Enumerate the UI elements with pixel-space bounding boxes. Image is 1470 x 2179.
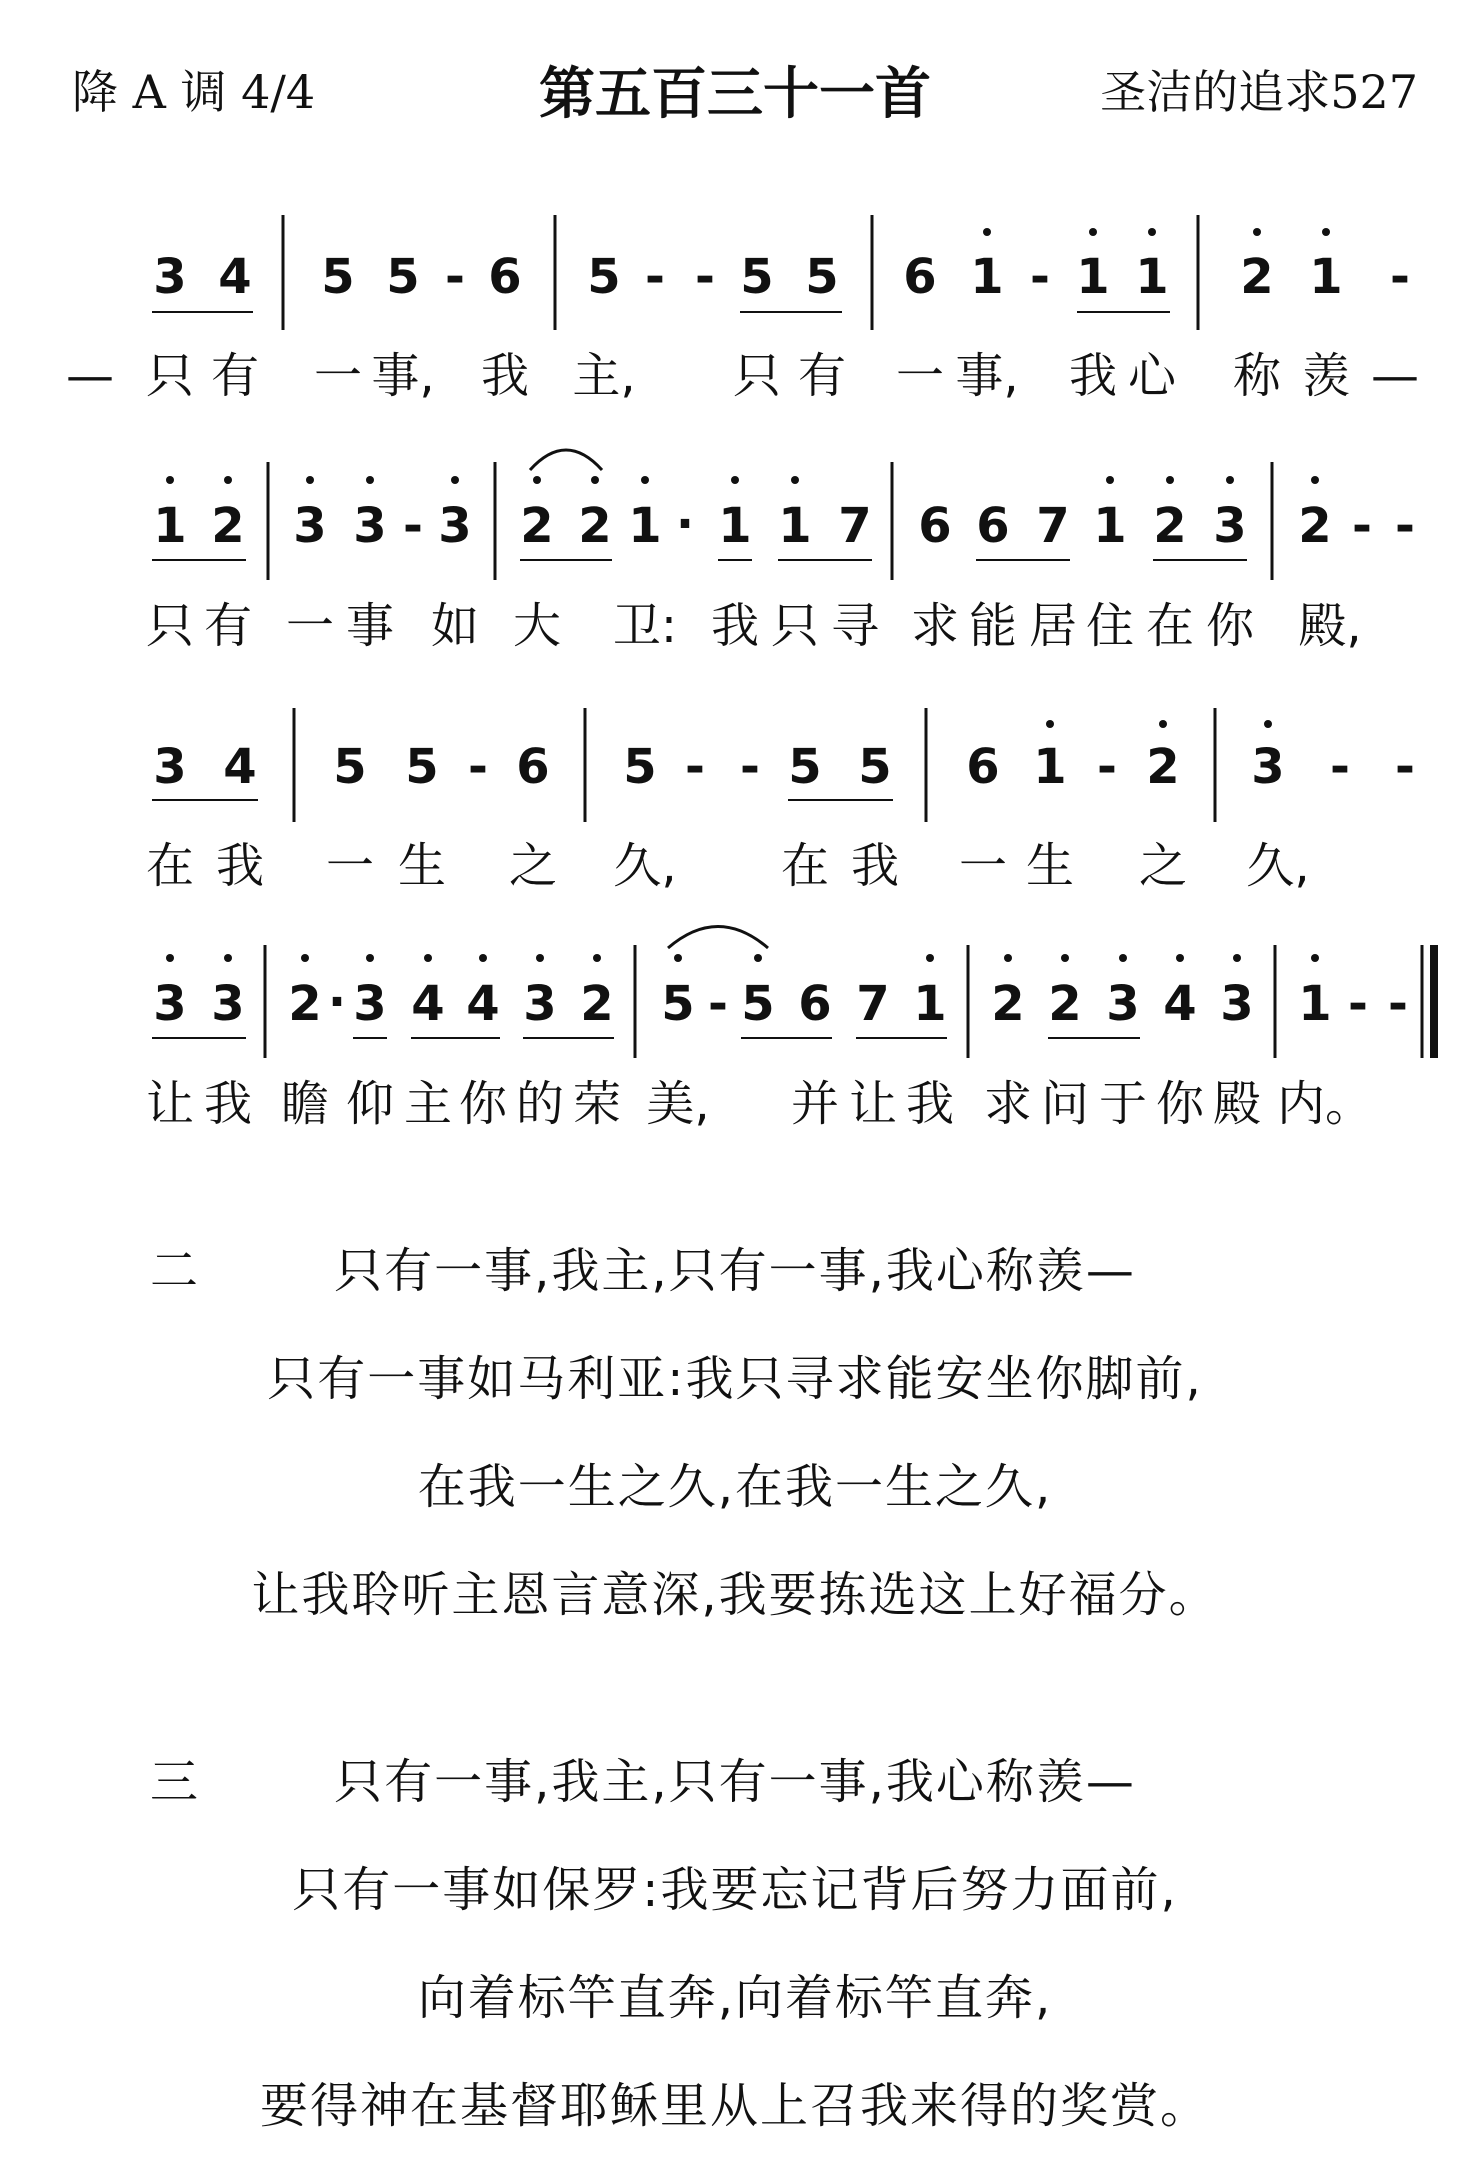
lyric: 瞻	[280, 1076, 330, 1132]
note: 2	[1298, 498, 1332, 554]
octave-dot	[424, 954, 432, 962]
note: 1	[1076, 249, 1110, 305]
hymn-title: 第五百三十一首	[539, 61, 931, 127]
lyric: 问	[1040, 1076, 1090, 1132]
lyric: 事	[345, 598, 395, 654]
lyric: 一	[958, 838, 1008, 894]
lyric: 让	[145, 1076, 195, 1132]
lyric-row	[66, 348, 1419, 404]
lyric: 有	[797, 348, 847, 404]
lyric-row	[146, 1076, 1373, 1132]
note: 3	[1213, 498, 1247, 554]
lyric: —	[66, 348, 114, 404]
note: 2	[578, 498, 612, 554]
note: 4	[223, 739, 257, 795]
dash: -	[1030, 249, 1050, 305]
note: 5	[386, 249, 420, 305]
octave-dot	[754, 954, 762, 962]
note-row	[152, 215, 1410, 330]
lyric: 有	[203, 598, 253, 654]
note: 3	[1106, 976, 1140, 1032]
note: 5	[741, 976, 775, 1032]
octave-dot	[366, 476, 374, 484]
lyric: 仰	[345, 1076, 395, 1132]
lyric: 只	[145, 598, 195, 654]
lyric: 之	[1138, 838, 1188, 894]
note: 7	[838, 498, 872, 554]
note: 3	[353, 976, 387, 1032]
key-signature: 降 A 调 4/4	[72, 65, 316, 119]
dash: -	[708, 976, 728, 1032]
octave-dot	[533, 476, 541, 484]
lyric: 在	[780, 838, 830, 894]
lyric: 生	[397, 838, 447, 894]
lyric: 荣	[572, 1076, 622, 1132]
lyric: 内。	[1276, 1076, 1374, 1132]
lyric: 我	[215, 838, 265, 894]
note: 5	[587, 249, 621, 305]
note: 3	[523, 976, 557, 1032]
octave-dot	[1226, 476, 1234, 484]
note: 6	[966, 739, 1000, 795]
lyric: 事,	[371, 348, 435, 404]
augmentation-dot: ·	[675, 496, 695, 552]
verse-number: 二	[150, 1243, 201, 1299]
note: 2	[1153, 498, 1187, 554]
note: 1	[1033, 739, 1067, 795]
lyric: 如	[430, 598, 480, 654]
note: 1	[913, 976, 947, 1032]
hymn-reference: 圣洁的追求527	[1100, 65, 1418, 119]
dash: -	[1395, 739, 1415, 795]
lyric: 只	[732, 348, 782, 404]
verse-line: 只有一事如保罗:我要忘记背后努力面前,	[292, 1862, 1178, 1918]
lyric: 寻	[830, 598, 880, 654]
octave-dot	[224, 476, 232, 484]
note: 5	[858, 739, 892, 795]
note: 1	[1298, 976, 1332, 1032]
lyric: 让	[848, 1076, 898, 1132]
lyric-row	[146, 598, 1362, 654]
octave-dot	[731, 476, 739, 484]
lyric: 生	[1025, 838, 1075, 894]
octave-dot	[366, 954, 374, 962]
note: 6	[903, 249, 937, 305]
octave-dot	[591, 476, 599, 484]
octave-dot	[926, 954, 934, 962]
score-system-1	[66, 215, 1419, 404]
verse-line: 只有一事如马利亚:我只寻求能安坐你脚前,	[267, 1351, 1203, 1407]
score-system-2	[146, 450, 1415, 654]
lyric: 求	[983, 1076, 1033, 1132]
lyric: 在	[145, 838, 195, 894]
note: 2	[1048, 976, 1082, 1032]
octave-dot	[1119, 954, 1127, 962]
note: 4	[1163, 976, 1197, 1032]
dash: -	[403, 498, 423, 554]
note-row	[152, 708, 1415, 822]
dash: -	[1390, 249, 1410, 305]
lyric: 心	[1127, 348, 1177, 404]
dash: -	[685, 739, 705, 795]
lyric: 久,	[613, 838, 677, 894]
lyric: 我	[905, 1076, 955, 1132]
lyric: 羡	[1301, 348, 1351, 404]
verse-line: 只有一事,我主,只有一事,我心称羡—	[334, 1243, 1136, 1299]
octave-dot	[593, 954, 601, 962]
note-row	[152, 450, 1415, 580]
note: 3	[153, 249, 187, 305]
note: 6	[798, 976, 832, 1032]
dash: -	[1348, 976, 1368, 1032]
note: 2	[580, 976, 614, 1032]
lyric: 有	[210, 348, 260, 404]
octave-dot	[1046, 720, 1054, 728]
lyric: 卫:	[612, 598, 678, 654]
lyric: 我	[850, 838, 900, 894]
octave-dot	[1264, 720, 1272, 728]
note: 7	[856, 976, 890, 1032]
tie	[530, 450, 602, 470]
augmentation-dot: ·	[327, 974, 347, 1030]
octave-dot	[1311, 954, 1319, 962]
octave-dot	[479, 954, 487, 962]
note: 7	[1036, 498, 1070, 554]
note: 2	[520, 498, 554, 554]
note: 5	[623, 739, 657, 795]
lyric: 之	[508, 838, 558, 894]
lyric: 能	[968, 598, 1018, 654]
lyric: 我	[710, 598, 760, 654]
lyric: 美,	[646, 1076, 710, 1132]
octave-dot	[536, 954, 544, 962]
note: 1	[1309, 249, 1343, 305]
note-row	[152, 927, 1434, 1059]
note: 3	[293, 498, 327, 554]
dash: -	[1388, 976, 1408, 1032]
octave-dot	[306, 476, 314, 484]
lyric: 殿	[1212, 1076, 1262, 1132]
note: 6	[976, 498, 1010, 554]
lyric: 我	[480, 348, 530, 404]
lyric: 我	[203, 1076, 253, 1132]
lyric: 只	[145, 348, 195, 404]
lyric: 我	[1068, 348, 1118, 404]
octave-dot	[1311, 476, 1319, 484]
dash: -	[740, 739, 760, 795]
dash: -	[468, 739, 488, 795]
octave-dot	[1089, 228, 1097, 236]
score-system-3	[146, 708, 1415, 894]
lyric: —	[1371, 348, 1419, 404]
lyric: 居	[1028, 598, 1078, 654]
lyric: 一	[313, 348, 363, 404]
octave-dot	[1004, 954, 1012, 962]
lyric: 你	[1155, 1076, 1205, 1132]
lyric: 殿,	[1298, 598, 1362, 654]
note: 5	[740, 249, 774, 305]
note: 4	[411, 976, 445, 1032]
octave-dot	[1106, 476, 1114, 484]
dash: -	[445, 249, 465, 305]
lyric: 称	[1232, 348, 1282, 404]
note: 5	[333, 739, 367, 795]
note: 5	[788, 739, 822, 795]
note: 2	[991, 976, 1025, 1032]
dash: -	[695, 249, 715, 305]
octave-dot	[791, 476, 799, 484]
octave-dot	[1166, 476, 1174, 484]
note: 2	[211, 498, 245, 554]
lyric: 大	[512, 598, 562, 654]
lyric: 只	[770, 598, 820, 654]
lyric: 一	[285, 598, 335, 654]
lyric: 一	[325, 838, 375, 894]
lyric-row	[146, 838, 1310, 894]
octave-dot	[1148, 228, 1156, 236]
note: 3	[153, 739, 187, 795]
note: 4	[466, 976, 500, 1032]
octave-dot	[1233, 954, 1241, 962]
score-system-4	[146, 927, 1434, 1133]
octave-dot	[166, 954, 174, 962]
octave-dot	[1061, 954, 1069, 962]
verse-line: 要得神在基督耶稣里从上召我来得的奖赏。	[259, 2078, 1210, 2134]
note: 2	[1146, 739, 1180, 795]
note: 5	[321, 249, 355, 305]
note: 3	[211, 976, 245, 1032]
verse-line: 让我聆听主恩言意深,我要拣选这上好福分。	[251, 1567, 1219, 1623]
lyric: 久,	[1246, 838, 1310, 894]
octave-dot	[674, 954, 682, 962]
note: 1	[970, 249, 1004, 305]
octave-dot	[166, 476, 174, 484]
dash: -	[1330, 739, 1350, 795]
verse-line: 向着标竿直奔,向着标竿直奔,	[417, 1970, 1053, 2026]
octave-dot	[1176, 954, 1184, 962]
verse-line: 在我一生之久,在我一生之久,	[417, 1459, 1053, 1515]
lyric: 住	[1085, 598, 1135, 654]
note: 3	[1251, 739, 1285, 795]
dash: -	[1352, 498, 1372, 554]
lyric: 在	[1145, 598, 1195, 654]
note: 2	[288, 976, 322, 1032]
note: 1	[628, 498, 662, 554]
octave-dot	[301, 954, 309, 962]
note: 2	[1240, 249, 1274, 305]
note: 3	[438, 498, 472, 554]
note: 6	[488, 249, 522, 305]
verse-line: 只有一事,我主,只有一事,我心称羡—	[334, 1754, 1136, 1810]
lyric: 你	[1205, 598, 1255, 654]
octave-dot	[983, 228, 991, 236]
octave-dot	[1322, 228, 1330, 236]
note: 3	[353, 498, 387, 554]
note: 5	[805, 249, 839, 305]
octave-dot	[641, 476, 649, 484]
lyric: 事,	[955, 348, 1019, 404]
octave-dot	[1253, 228, 1261, 236]
note: 3	[153, 976, 187, 1032]
lyric: 并	[790, 1076, 840, 1132]
note: 1	[1093, 498, 1127, 554]
lyric: 一	[895, 348, 945, 404]
note: 1	[718, 498, 752, 554]
lyric: 主,	[572, 348, 636, 404]
lyric: 的	[515, 1076, 565, 1132]
tie	[668, 927, 768, 949]
note: 5	[405, 739, 439, 795]
verse-number: 三	[150, 1754, 201, 1810]
note: 1	[778, 498, 812, 554]
lyric: 你	[458, 1076, 508, 1132]
lyric: 主	[403, 1076, 453, 1132]
note: 6	[918, 498, 952, 554]
dash: -	[1097, 739, 1117, 795]
lyric: 于	[1098, 1076, 1148, 1132]
note: 6	[516, 739, 550, 795]
note: 4	[218, 249, 252, 305]
note: 1	[1135, 249, 1169, 305]
octave-dot	[224, 954, 232, 962]
note: 3	[1220, 976, 1254, 1032]
octave-dot	[1159, 720, 1167, 728]
note: 5	[661, 976, 695, 1032]
note: 1	[153, 498, 187, 554]
dash: -	[1395, 498, 1415, 554]
dash: -	[645, 249, 665, 305]
lyric: 求	[910, 598, 960, 654]
octave-dot	[451, 476, 459, 484]
